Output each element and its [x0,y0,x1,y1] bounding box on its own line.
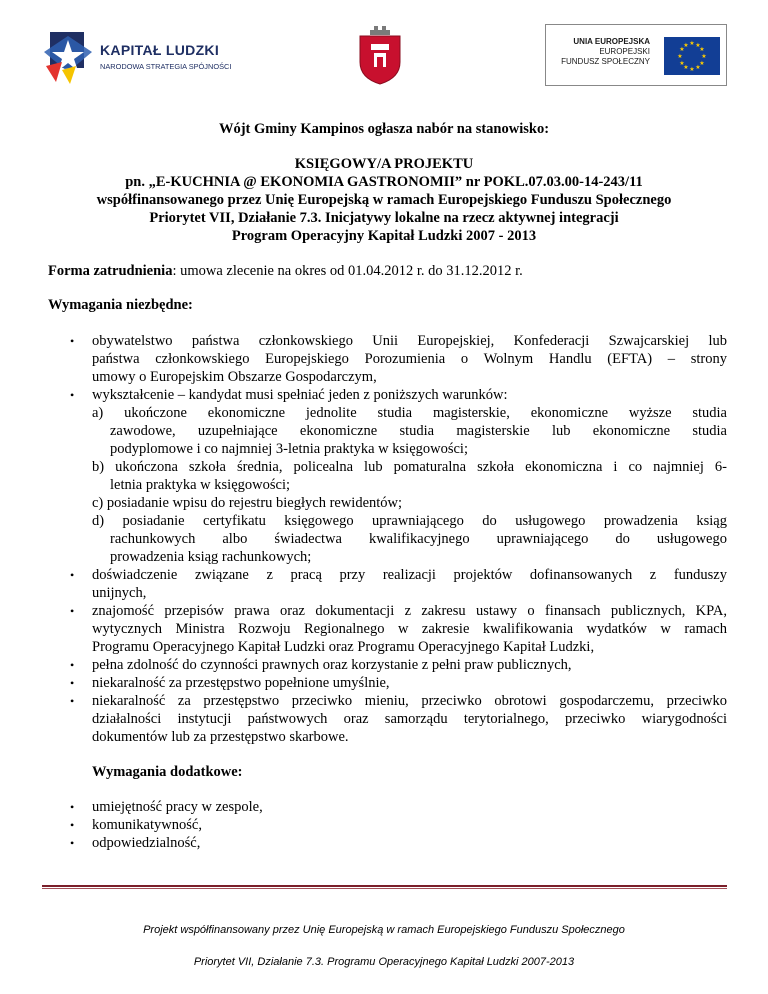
page-header [0,0,768,100]
job-title: KSIĘGOWY/A PROJEKTU [294,156,474,172]
bullet-icon: • [70,694,75,708]
svg-text:★: ★ [695,64,701,71]
req-line: unijnych, [92,585,147,601]
bullet-icon: • [70,334,75,348]
kapital-ludzki-logo [42,26,252,88]
svg-text:★: ★ [701,53,707,60]
svg-text:★: ★ [683,64,689,71]
req-line: pełna zdolność do czynności prawnych oraz korzystanie z pełni praw publicznych, [92,657,572,673]
employment-label: Forma zatrudnienia [48,263,173,279]
req-line: wykształcenie – kandydat musi spełniać jeden z poniższych warunków: [92,387,508,403]
bullet-icon: • [70,800,75,814]
eu-subtitle-2: FUNDUSZ SPOŁECZNY [561,57,650,66]
cofinancing-line: współfinansowanego przez Unię Europejską w ramach Europejskiego Funduszu Społecznego [96,192,672,208]
priority-line: Priorytet VII, Działanie 7.3. Inicjatywy lokalne na rzecz aktywnej integracji [149,210,619,226]
bullet-icon: • [70,388,75,402]
svg-text:★: ★ [695,42,701,49]
sub-line: prowadzenia ksiąg rachunkowych; [110,549,312,565]
intro-line: Wójt Gminy Kampinos ogłasza nabór na stanowisko: [218,121,550,137]
sub-line: b) ukończona szkoła średnia, policealna lub pomaturalna szkoła ekonomiczna i co najmniej 6- [92,459,727,475]
svg-text:★: ★ [679,46,685,53]
eu-title: UNIA EUROPEJSKA [573,37,650,46]
footer-divider-thin [42,888,727,889]
kapital-ludzki-subtitle: NARODOWA STRATEGIA SPÓJNOŚCI [100,62,232,71]
eu-subtitle-1: EUROPEJSKI [599,47,650,56]
employment-form [48,262,523,280]
bullet-icon: • [70,604,75,618]
req-line: dokumentów lub za przestępstwo skarbowe. [92,729,349,745]
req-line: państwa członkowskiego Europejskiego Porozumienia o Wolnym Handlu (EFTA) – strony [92,351,727,367]
sub-line: a) ukończone ekonomiczne jednolite studia magisterskie, ekonomiczne wyższe studia [92,405,727,421]
required-heading: Wymagania niezbędne: [48,297,193,313]
sub-line: zawodowe, uzupełniające ekonomiczne studia magisterskie lub ekonomiczne studia [110,423,727,439]
footer-divider [42,885,727,887]
bullet-icon: • [70,568,75,582]
footer-line-1: Projekt współfinansowany przez Unię Europejską w ramach Europejskiego Funduszu Społecznego [143,924,625,936]
kapital-ludzki-star-icon [42,26,98,84]
req-line: wytycznych Ministra Rozwoju Regionalnego w zakresie kwalifikowania wydatków w ramach [92,621,727,637]
req-line: niekaralność za przestępstwo popełnione umyślnie, [92,675,390,691]
bullet-icon: • [70,658,75,672]
sub-line: d) posiadanie certyfikatu księgowego uprawniającego do usługowego prowadzenia ksiąg [92,513,727,529]
coat-of-arms-icon [357,24,403,86]
req-line: doświadczenie związane z pracą przy realizacji projektów dofinansowanych z funduszy [92,567,727,583]
eu-flag-icon [664,37,720,75]
bullet-icon: • [70,836,75,850]
req-line: obywatelstwo państwa członkowskiego Unii Europejskiej, Konfederacji Szwajcarskiej lub [92,333,727,349]
req-line: niekaralność za przestępstwo przeciwko mieniu, przeciwko obrotowi gospodarczemu, przeciwko [92,693,727,709]
project-name: pn. „E-KUCHNIA @ EKONOMIA GASTRONOMII” nr POKL.07.03.00-14-243/11 [125,174,643,190]
svg-text:★: ★ [699,60,705,67]
bullet-icon: • [70,818,75,832]
footer-line-2: Priorytet VII, Działanie 7.3. Programu Operacyjnego Kapitał Ludzki 2007-2013 [193,956,575,968]
additional-heading: Wymagania dodatkowe: [92,764,243,780]
sub-line: podyplomowe i co najmniej 3-letnia praktyka w księgowości; [110,441,468,457]
req-line: Programu Operacyjnego Kapitał Ludzki oraz Programu Operacyjnego Kapitał Ludzki, [92,639,595,655]
additional-item: komunikatywność, [92,817,202,833]
kapital-ludzki-title: KAPITAŁ LUDZKI [100,42,220,58]
additional-item: umiejętność pracy w zespole, [92,799,263,815]
svg-text:★: ★ [699,46,705,53]
sub-line: letnia praktyka w księgowości; [110,477,290,493]
sub-line: rachunkowych albo świadectwa kwalifikacyjnego uprawniającego do usługowego [110,531,727,547]
program-line: Program Operacyjny Kapitał Ludzki 2007 - 2013 [231,228,537,244]
additional-item: odpowiedzialność, [92,835,201,851]
svg-text:★: ★ [689,66,695,73]
svg-text:★: ★ [689,40,695,47]
sub-line: c) posiadanie wpisu do rejestru biegłych rewidentów; [92,495,403,511]
svg-text:★: ★ [677,53,683,60]
bullet-icon: • [70,676,75,690]
svg-text:★: ★ [679,60,685,67]
employment-value: : umowa zlecenie na okres od 01.04.2012 r. do 31.12.2012 r. [172,263,523,279]
eu-logo [545,24,727,86]
svg-text:★: ★ [683,42,689,49]
req-line: znajomość przepisów prawa oraz dokumentacji z zakresu ustawy o finansach publicznych, KPA, [92,603,727,619]
req-line: działalności instytucji państwowych oraz samorządu terytorialnego, przeciwko wiarygodności [92,711,727,727]
req-line: umowy o Europejskim Obszarze Gospodarczym, [92,369,377,385]
